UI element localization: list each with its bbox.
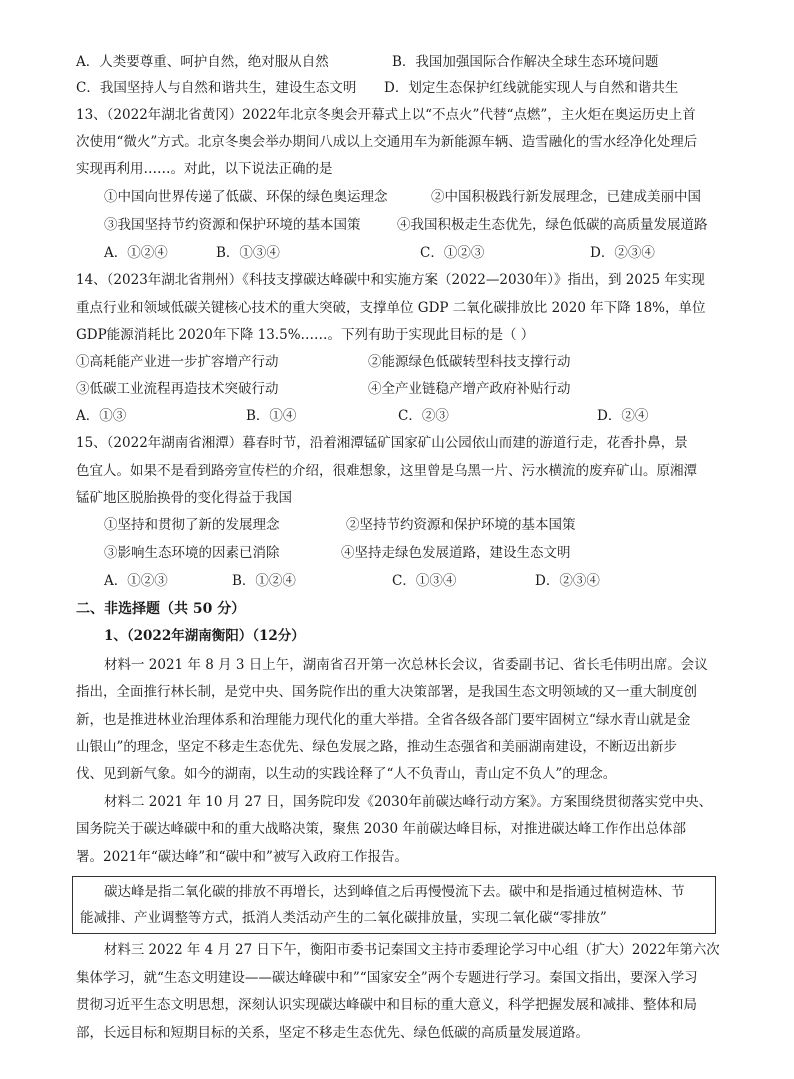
material-1-line: 山银山”的理念，坚定不移走生态优先、绿色发展之路，推动生态强省和美丽湖南建设，不断迈出新步 [76,739,677,755]
q12-option-c: C．我国坚持人与自然和谐共生，建设生态文明 [76,80,357,96]
material-3-line: 材料三 2022 年 4 月 27 日下午，衡阳市委书记秦国文主持市委理论学习中心组（扩大）2022年第六次 [104,942,720,958]
material-3-line: 贯彻习近平生态文明思想，深刻认识实现碳达峰碳中和目标的重大意义，科学把握发展和减排、整体和局 [76,997,697,1013]
q13-statement-4: ④我国积极走生态优先，绿色低碳的高质量发展道路 [397,217,708,233]
section-heading: 二、非选择题（共 50 分） [76,601,246,617]
q15-option-a: A．①②③ [104,573,168,589]
q13-option-a: A．①②④ [104,245,168,261]
q14-statement-1: ①高耗能产业进一步扩容增产行动 [76,354,279,370]
q15-statement-4: ④坚持走绿色发展道路，建设生态文明 [341,545,571,561]
q15-option-c: C．①③④ [392,573,457,589]
q15-statement-3: ③影响生态环境的因素已消除 [104,545,280,561]
q13-statement-3: ③我国坚持节约资源和保护环境的基本国策 [104,217,361,233]
q13-option-b: B．①③④ [216,245,280,261]
q14-statement-2: ②能源绿色低碳转型科技支撑行动 [368,354,571,370]
q14-stem-line: GDP能源消耗比 2020年下降 13.5%……。下列有助于实现此目标的是（ ） [76,327,535,343]
q14-option-b: B．①④ [246,408,297,424]
q15-stem-line: 色宜人。如果不是看到路旁宣传栏的介绍，很难想象，这里曾是乌黑一片、污水横流的废弃矿山。原湘潭 [76,463,697,479]
q13-statement-1: ①中国向世界传递了低碳、环保的绿色奥运理念 [104,189,388,205]
q15-statement-2: ②坚持节约资源和保护环境的基本国策 [346,517,576,533]
definition-box-line: 能减排、产业调整等方式，抵消人类活动产生的二氧化碳排放量，实现二氧化碳“零排放” [80,910,607,926]
q13-stem-line: 实现再利用……。对此，以下说法正确的是 [76,161,333,177]
q14-stem-line: 重点行业和领域低碳关键核心技术的重大突破，支撑单位 GDP 二氧化碳排放比 2020 年下降 18%，单位 [76,300,706,316]
q12-option-d: D．划定生态保护红线就能实现人与自然和谐共生 [384,80,679,96]
q12-option-a: A．人类要尊重、呵护自然，绝对服从自然 [76,54,329,70]
q14-stem-line: 14、（2023年湖北省荆州）《科技支撑碳达峰碳中和实施方案（2022—2030年）》指出，到 2025 年实现 [76,272,705,288]
q14-statement-4: ④全产业链稳产增产政府补贴行动 [368,381,571,397]
q15-option-b: B．①②④ [232,573,296,589]
material-3-line: 部，长远目标和短期目标的关系，坚定不移走生态优先、绿色低碳的高质量发展道路。 [76,1025,589,1041]
material-2-line: 署。2021年“碳达峰”和“碳中和”被写入政府工作报告。 [76,849,408,865]
q13-stem-line: 次使用“微火”方式。北京冬奥会举办期间八成以上交通用车为新能源车辆、造雪融化的雪水经净化处理后 [76,134,698,150]
q13-statement-2: ②中国积极践行新发展理念，已建成美丽中国 [431,189,701,205]
q14-option-a: A．①③ [76,408,127,424]
material-3-line: 集体学习，就“生态文明建设——碳达峰碳中和”“国家安全”两个专题进行学习。秦国文指出，要深入学习 [76,970,698,986]
material-2-line: 材料二 2021 年 10 月 27 日，国务院印发《2030年前碳达峰行动方案》。方案围绕贯彻落实党中央、 [104,794,713,810]
material-1-line: 新，也是推进林业治理体系和治理能力现代化的重大举措。全省各级各部门要牢固树立“绿水青山就是金 [76,712,691,728]
material-1-line: 指出，全面推行林长制，是党中央、国务院作出的重大决策部署，是我国生态文明领域的又一重大制度创 [76,684,697,700]
q14-option-c: C．②③ [398,408,449,424]
material-1-line: 伐、见到新气象。如今的湖南，以生动的实践诠释了“人不负青山，青山定不负人”的理念。 [76,766,617,782]
q15-statement-1: ①坚持和贯彻了新的发展理念 [104,517,280,533]
q15-option-d: D．②③④ [535,573,600,589]
definition-box-line: 碳达峰是指二氧化碳的排放不再增长，达到峰值之后再慢慢流下去。碳中和是指通过植树造林、节 [104,884,685,900]
material-1-line: 材料一 2021 年 8 月 3 日上午，湖南省召开第一次总林长会议，省委副书记、省长毛伟明出席。会议 [104,657,708,673]
q15-stem-line: 15、（2022年湖南省湘潭）暮春时节，沿着湘潭锰矿国家矿山公园依山而建的游道行走，花香扑鼻，景 [76,435,688,451]
q13-stem-line: 13、（2022年湖北省黄冈）2022年北京冬奥会开幕式上以“不点火”代替“点燃”，主火炬在奥运历史上首 [76,107,696,123]
q13-option-c: C．①②③ [420,245,485,261]
q14-statement-3: ③低碳工业流程再造技术突破行动 [76,381,279,397]
material-2-line: 国务院关于碳达峰碳中和的重大战略决策，聚焦 2030 年前碳达峰目标，对推进碳达峰工作作出总体部 [76,821,686,837]
q14-option-d: D．②④ [597,408,649,424]
q13-option-d: D．②③④ [590,245,655,261]
question-title: 1、（2022年湖南衡阳）（12分） [104,628,305,644]
q12-option-b: B．我国加强国际合作解决全球生态环境问题 [392,54,659,70]
q15-stem-line: 锰矿地区脱胎换骨的变化得益于我国 [76,490,292,506]
